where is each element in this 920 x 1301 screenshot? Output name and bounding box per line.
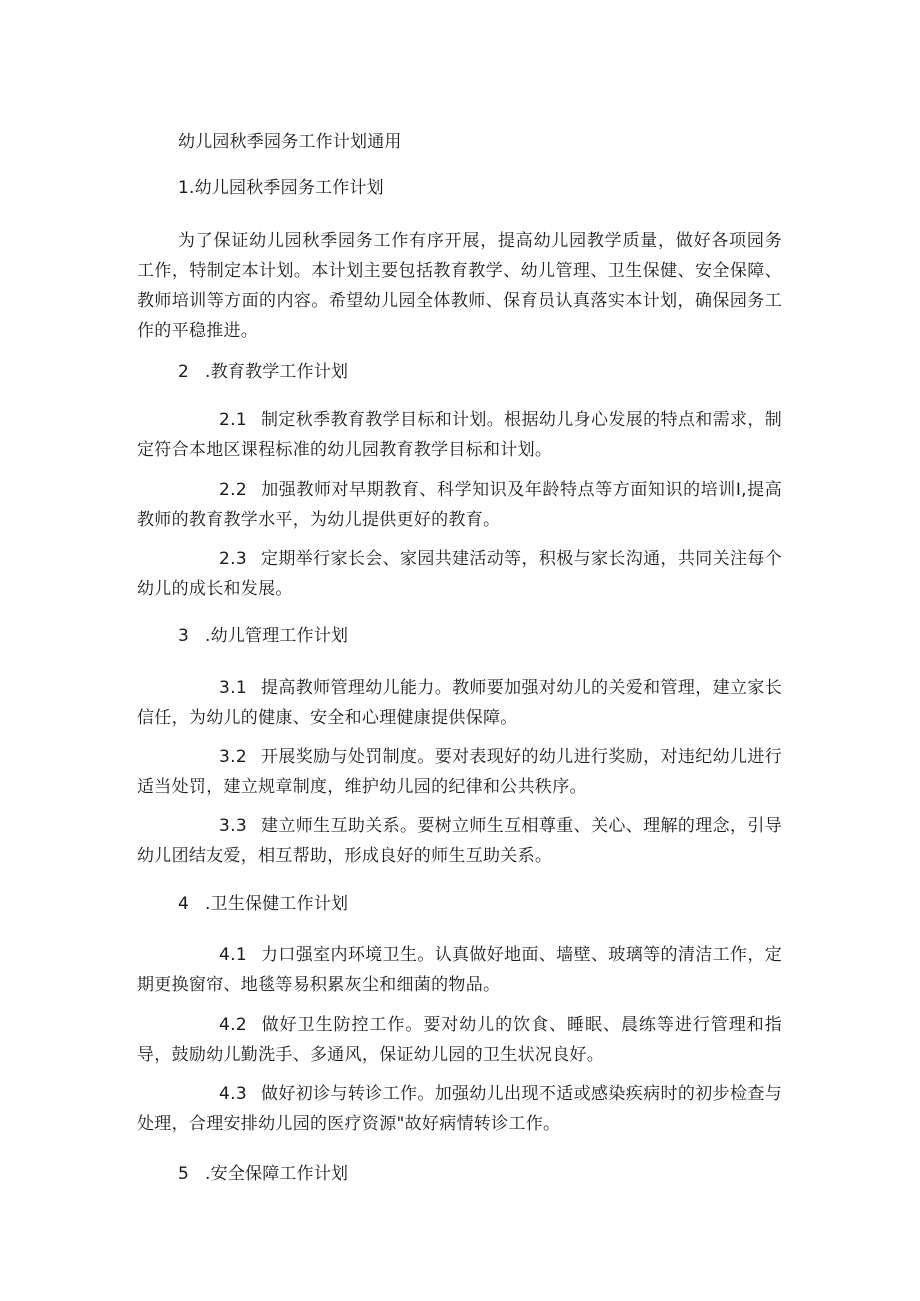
item-3-1 — [137, 673, 782, 733]
item-4-2-text: 做好卫生防控工作。要对幼儿的饮食、睡眠、晨练等进行管理和指导，鼓励幼儿勤洗手、多通风，保证幼儿园的卫生状况良好。 — [137, 1015, 782, 1065]
item-2-1-text: 制定秋季教育教学目标和计划。根据幼儿身心发展的特点和需求，制定符合本地区课程标准的幼儿园教育教学目标和计划。 — [137, 410, 782, 460]
item-2-2 — [137, 475, 782, 535]
item-4-1-number: 4.1 — [219, 945, 247, 965]
item-2-2-number: 2.2 — [219, 480, 247, 500]
item-2-3 — [137, 544, 782, 604]
section-3-title: .幼儿管理工作计划 — [205, 626, 349, 646]
section-3-heading — [178, 625, 348, 647]
item-3-2-number: 3.2 — [219, 747, 247, 767]
item-2-2-text: 加强教师对早期教育、科学知识及年龄特点等方面知识的培训I,提高教师的教育教学水平，为幼儿提供更好的教育。 — [137, 480, 782, 530]
item-2-3-text: 定期举行家长会、家园共建活动等，积极与家长沟通，共同关注每个幼儿的成长和发展。 — [137, 549, 782, 599]
section-5-number: 5 — [178, 1164, 190, 1184]
item-2-1 — [137, 405, 782, 465]
item-3-2 — [137, 742, 782, 802]
section-5-title: .安全保障工作计划 — [205, 1164, 349, 1184]
item-2-3-number: 2.3 — [219, 549, 247, 569]
section-4-number: 4 — [178, 894, 190, 914]
item-4-2 — [137, 1010, 782, 1070]
item-4-3-number: 4.3 — [219, 1084, 247, 1104]
item-4-1 — [137, 940, 782, 1000]
item-4-3-text: 做好初诊与转诊工作。加强幼儿出现不适或感染疾病时的初步检查与处理，合理安排幼儿园的医疗资源"故好病情转诊工作。 — [137, 1084, 782, 1134]
item-3-1-text: 提高教师管理幼儿能力。教师要加强对幼儿的关爱和管理，建立家长信任，为幼儿的健康、安全和心理健康提供保障。 — [137, 678, 782, 728]
item-3-2-text: 开展奖励与处罚制度。要对表现好的幼儿进行奖励，对违纪幼儿进行适当处罚，建立规章制度，维护幼儿园的纪律和公共秩序。 — [137, 747, 782, 797]
item-4-2-number: 4.2 — [219, 1015, 247, 1035]
section-4-heading — [178, 893, 348, 915]
section-5-heading — [178, 1163, 348, 1185]
section-4-title: .卫生保健工作计划 — [205, 894, 349, 914]
item-4-3 — [137, 1079, 782, 1139]
item-3-3 — [137, 811, 782, 871]
item-2-1-number: 2.1 — [219, 410, 247, 430]
document-title: 幼儿园秋季园务工作计划通用 — [178, 132, 402, 152]
section-3-number: 3 — [178, 626, 190, 646]
section-1-paragraph: 为了保证幼儿园秋季园务工作有序开展，提高幼儿园教学质量，做好各项园务工作，特制定本计划。本计划主要包括教育教学、幼儿管理、卫生保健、安全保障、教师培训等方面的内容。希望幼儿园全体教师、保育员认真落实本计划，确保园务工作的平稳推进。 — [137, 231, 782, 341]
section-1-heading: 1.幼儿园秋季园务工作计划 — [178, 178, 384, 198]
section-2-title: .教育教学工作计划 — [205, 362, 349, 382]
item-3-3-number: 3.3 — [219, 816, 247, 836]
section-2-heading — [178, 361, 348, 383]
item-3-1-number: 3.1 — [219, 678, 247, 698]
item-3-3-text: 建立师生互助关系。要树立师生互相尊重、关心、理解的理念，引导幼儿团结友爱，相互帮助，形成良好的师生互助关系。 — [137, 816, 782, 866]
section-2-number: 2 — [178, 362, 190, 382]
item-4-1-text: 力口强室内环境卫生。认真做好地面、墙壁、玻璃等的清洁工作，定期更换窗帘、地毯等易积累灰尘和细菌的物品。 — [137, 945, 782, 995]
